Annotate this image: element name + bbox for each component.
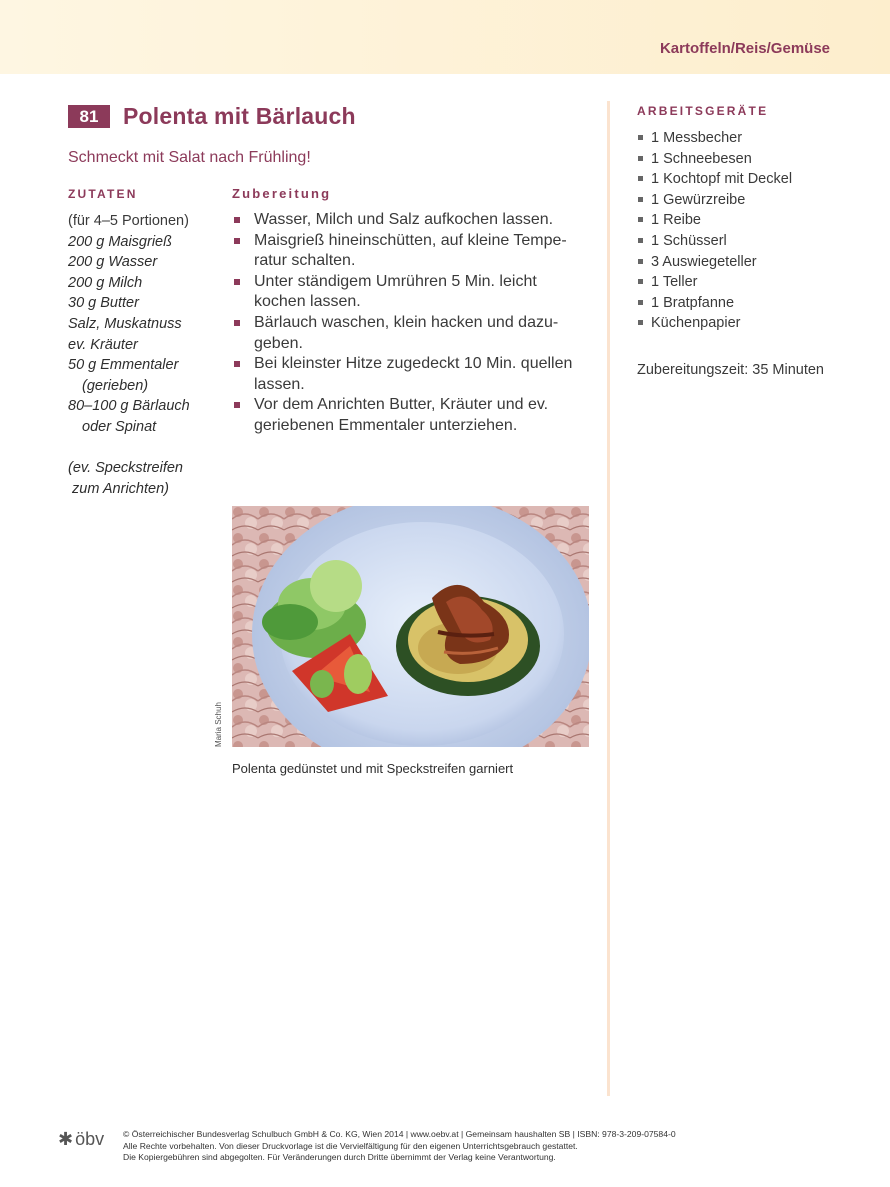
ingredient-item: zum Anrichten) bbox=[72, 480, 169, 497]
preparation-step bbox=[232, 354, 602, 395]
preparation-time: Zubereitungszeit: 35 Minuten bbox=[637, 362, 824, 378]
column-divider bbox=[607, 101, 610, 1096]
footer-copyright bbox=[123, 1129, 676, 1164]
ingredient-item: oder Spinat bbox=[82, 418, 157, 435]
step-line: lassen. bbox=[254, 375, 305, 393]
ingredient-item: (für 4–5 Portionen) bbox=[68, 213, 189, 229]
asterisk-logo-icon: ✱ bbox=[58, 1129, 74, 1149]
preparation-step bbox=[232, 395, 602, 436]
step-line: Vor dem Anrichten Butter, Kräuter und ev. bbox=[254, 396, 549, 414]
step-line: Wasser, Milch und Salz aufkochen lassen. bbox=[254, 211, 554, 228]
ingredient-item: Salz, Muskatnuss bbox=[68, 315, 182, 332]
ingredient-item: (gerieben) bbox=[82, 377, 149, 394]
step-line: kochen lassen. bbox=[254, 293, 361, 311]
bullet-icon bbox=[638, 279, 643, 284]
recipe-title: Polenta mit Bärlauch bbox=[123, 103, 356, 129]
ingredient-item: 200 g Maisgrieß bbox=[68, 233, 172, 250]
tool-label: 1 Bratpfanne bbox=[651, 294, 735, 311]
bullet-icon bbox=[638, 217, 643, 222]
header-band bbox=[0, 0, 890, 74]
ingredient-item: 200 g Milch bbox=[68, 274, 143, 291]
tool-label: 3 Auswiegeteller bbox=[651, 253, 757, 270]
tool-item bbox=[637, 313, 792, 334]
tool-label: 1 Gewürzreibe bbox=[651, 191, 746, 208]
ingredient-item: ev. Kräuter bbox=[68, 336, 138, 353]
photo-caption: Polenta gedünstet und mit Speckstreifen garniert bbox=[232, 761, 514, 776]
tool-item bbox=[637, 210, 792, 231]
bullet-icon bbox=[234, 320, 240, 326]
publisher-logo bbox=[58, 1129, 104, 1150]
photo-credit: Maria Schuh bbox=[214, 702, 223, 747]
recipe-title-row bbox=[68, 103, 356, 130]
bullet-icon bbox=[638, 197, 643, 202]
bullet-icon bbox=[234, 279, 240, 285]
bullet-icon bbox=[638, 156, 643, 161]
footer-line: © Österreichischer Bundesverlag Schulbuch GmbH & Co. KG, Wien 2014 | www.oebv.at | Gemeinsam haushalten SB | ISBN: 978-3-209-07584-0 bbox=[123, 1129, 676, 1139]
bullet-icon bbox=[234, 402, 240, 408]
recipe-photo bbox=[232, 506, 589, 747]
bullet-icon bbox=[234, 217, 240, 223]
footer-line: Alle Rechte vorbehalten. Von dieser Druckvorlage ist die Vervielfältigung für den eigenen Unterrichtsgebrauch gestattet. bbox=[123, 1140, 578, 1151]
bullet-icon bbox=[234, 361, 240, 367]
recipe-number-badge: 81 bbox=[68, 105, 110, 128]
preparation-step bbox=[232, 210, 602, 231]
chapter-title: Kartoffeln/Reis/Gemüse bbox=[659, 40, 830, 57]
bullet-icon bbox=[638, 135, 643, 140]
bullet-icon bbox=[638, 320, 643, 325]
tool-label: 1 Messbecher bbox=[651, 130, 743, 146]
step-line: Bei kleinster Hitze zugedeckt 10 Min. quellen bbox=[254, 355, 573, 373]
ingredient-item: (ev. Speckstreifen bbox=[68, 460, 183, 477]
tool-item bbox=[637, 169, 792, 190]
preparation-step bbox=[232, 313, 602, 354]
recipe-subtitle: Schmeckt mit Salat nach Frühling! bbox=[68, 149, 311, 166]
ingredient-item: 200 g Wasser bbox=[68, 254, 158, 271]
preparation-heading: Zubereitung bbox=[232, 186, 332, 201]
ingredient-item: 50 g Emmentaler bbox=[68, 357, 179, 374]
publisher-logo-text: öbv bbox=[75, 1129, 105, 1149]
tool-item bbox=[637, 149, 792, 170]
polenta-plate-image bbox=[232, 506, 589, 747]
tool-item bbox=[637, 190, 792, 211]
tools-heading: ARBEITSGERÄTE bbox=[637, 104, 769, 118]
bullet-icon bbox=[638, 259, 643, 264]
bullet-icon bbox=[638, 300, 643, 305]
ingredient-item: 80–100 g Bärlauch bbox=[68, 398, 190, 415]
step-line: Unter ständigem Umrühren 5 Min. leicht bbox=[254, 272, 537, 290]
tool-item bbox=[637, 231, 792, 252]
preparation-step bbox=[232, 272, 602, 313]
tool-label: 1 Schneebesen bbox=[651, 150, 752, 167]
step-line: ratur schalten. bbox=[254, 252, 356, 270]
tool-item bbox=[637, 272, 792, 293]
tool-label: 1 Kochtopf mit Deckel bbox=[651, 171, 793, 188]
step-line: geben. bbox=[254, 334, 303, 352]
footer-line: Die Kopiergebühren sind abgegolten. Für Veränderungen durch Dritte übernimmt der Verlag keine Verantwortung. bbox=[123, 1152, 556, 1163]
tool-label: Küchenpapier bbox=[651, 315, 741, 332]
tool-label: 1 Reibe bbox=[651, 212, 701, 229]
step-line: Maisgrieß hineinschütten, auf kleine Tempe- bbox=[254, 231, 567, 249]
ingredient-item: 30 g Butter bbox=[68, 295, 139, 312]
tools-list bbox=[637, 128, 792, 334]
bullet-icon bbox=[638, 176, 643, 181]
tool-label: 1 Teller bbox=[651, 274, 698, 291]
bullet-icon bbox=[234, 238, 240, 244]
ingredients-list bbox=[68, 211, 190, 499]
tool-label: 1 Schüsserl bbox=[651, 232, 727, 249]
step-line: geriebenen Emmentaler unterziehen. bbox=[254, 416, 518, 434]
preparation-step bbox=[232, 231, 602, 272]
tool-item bbox=[637, 252, 792, 273]
bullet-icon bbox=[638, 238, 643, 243]
ingredients-heading: ZUTATEN bbox=[68, 187, 138, 201]
preparation-steps bbox=[232, 210, 602, 437]
step-line: Bärlauch waschen, klein hacken und dazu- bbox=[254, 313, 559, 331]
tool-item bbox=[637, 128, 792, 149]
tool-item bbox=[637, 293, 792, 314]
